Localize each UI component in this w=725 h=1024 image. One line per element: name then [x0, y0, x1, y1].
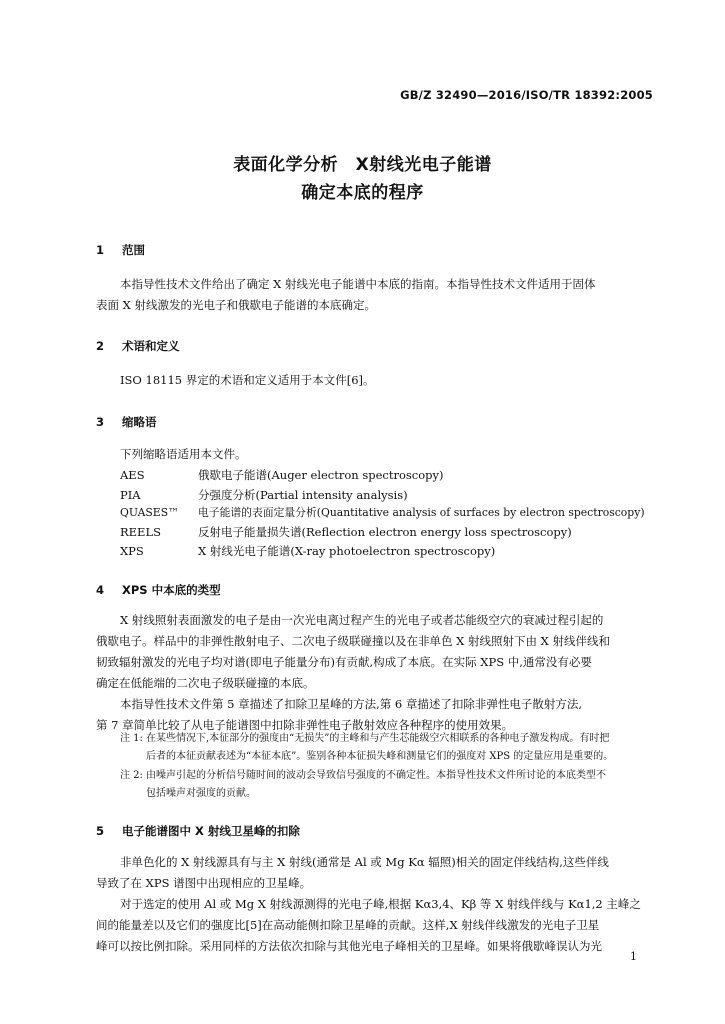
- paragraph-line: 表面 X 射线激发的光电子和俄歇电子能谱的本底确定。: [96, 298, 376, 312]
- note-label: 注 1:: [120, 733, 143, 744]
- section-title: 电子能谱图中 X 射线卫星峰的扣除: [122, 824, 300, 838]
- abbreviation-row: [120, 505, 645, 520]
- abbreviation-row: [120, 467, 444, 483]
- abbreviation-term: PIA: [120, 488, 141, 502]
- abbreviation-row: [120, 487, 408, 503]
- abbreviation-definition: 反射电子能量损失谱(Reflection electron energy loss spectroscopy): [198, 525, 572, 539]
- paragraph-line: 本指导性技术文件第 5 章描述了扣除卫星峰的方法,第 6 章描述了扣除非弹性电子散射方法,: [120, 697, 583, 711]
- section-number: 5: [96, 824, 105, 838]
- document-title-line1: 表面化学分析 X射线光电子能谱: [233, 155, 492, 175]
- section-number: 4: [96, 583, 105, 597]
- note-text: 在某些情况下,本征部分的强度由“无损失”的主峰和与产生芯能级空穴相联系的各种电子激发构成。有时把: [146, 733, 610, 744]
- document-title-line2: 确定本底的程序: [301, 183, 424, 203]
- section-number: 2: [96, 339, 105, 353]
- note-label: 注 2:: [120, 770, 143, 781]
- paragraph-line: 对于选定的使用 Al 或 Mg X 射线源测得的光电子峰,根据 Kα3,4、Kβ 等 X 射线伴线与 Kα1,2 主峰之: [120, 897, 641, 911]
- section-title: 缩略语: [122, 415, 157, 429]
- abbreviation-row: [120, 524, 572, 540]
- paragraph-line: 非单色化的 X 射线源具有与主 X 射线(通常是 Al 或 Mg Kα 辐照)相关的固定伴线结构,这些伴线: [120, 855, 609, 869]
- section-4-body: [96, 610, 656, 736]
- note-2-continuation: 包括噪声对强度的贡献。: [146, 788, 256, 799]
- section-title: XPS 中本底的类型: [122, 583, 221, 597]
- note-text: 由噪声引起的分析信号随时间的波动会导致信号强度的不确定性。本指导性技术文件所讨论的本底类型不: [146, 770, 606, 781]
- abbreviation-row: [120, 543, 495, 559]
- paragraph-line: X 射线照射表面激发的电子是由一次光电离过程产生的光电子或者芯能级空穴的衰减过程引起的: [120, 613, 604, 627]
- paragraph-line: 确定在低能端的二次电子级联碰撞的本底。: [96, 676, 315, 690]
- paragraph-line: ISO 18115 界定的术语和定义适用于本文件[6]。: [120, 373, 375, 387]
- paragraph-line: 导致了在 XPS 谱图中出现相应的卫星峰。: [96, 876, 312, 890]
- abbreviation-term: XPS: [120, 544, 144, 558]
- abbreviation-definition: 俄歇电子能谱(Auger electron spectroscopy): [198, 468, 444, 482]
- abbreviation-definition: 电子能谱的表面定量分析(Quantitative analysis of surfaces by electron spectroscopy): [198, 506, 645, 519]
- note-1-continuation: 后者的本征贡献表述为“本征本底”。鉴别各种本征损失峰和测量它们的强度对 XPS 的定量应用是重要的。: [146, 751, 614, 762]
- abbreviation-definition: X 射线光电子能谱(X-ray photoelectron spectroscopy): [198, 544, 496, 558]
- section-2-heading: [96, 338, 180, 354]
- section-number: 1: [96, 243, 105, 257]
- abbreviation-term: AES: [120, 468, 145, 482]
- paragraph-line: 本指导性技术文件给出了确定 X 射线光电子能谱中本底的指南。本指导性技术文件适用于固体: [120, 277, 596, 291]
- section-2-body: [96, 370, 656, 391]
- section-3-heading: [96, 414, 157, 430]
- section-1-heading: [96, 242, 145, 258]
- paragraph-line: 韧致辐射激发的光电子均对谱(即电子能量分布)有贡献,构成了本底。在实际 XPS 中,通常没有必要: [96, 655, 592, 669]
- paragraph-line: 下列缩略语适用本文件。: [120, 447, 247, 461]
- note-1: [120, 730, 658, 748]
- paragraph-line: 间的能量差以及它们的强度比[5]在高动能侧扣除卫星峰的贡献。这样,X 射线伴线激发的光电子卫星: [96, 918, 600, 932]
- section-title: 范围: [122, 243, 146, 257]
- abbreviation-term: QUASES™: [120, 506, 179, 519]
- paragraph-line: 俄歇电子。样品中的非弹性散射电子、二次电子级联碰撞以及在非单色 X 射线照射下由 X 射线伴线和: [96, 634, 610, 648]
- standard-number: GB/Z 32490—2016/ISO/TR 18392:2005: [400, 88, 653, 102]
- section-1-body: [96, 274, 656, 316]
- section-5-body: [96, 852, 656, 957]
- abbreviation-definition: 分强度分析(Partial intensity analysis): [198, 488, 408, 502]
- paragraph-line: 第 7 章简单比较了从电子能谱图中扣除非弹性电子散射效应各种程序的使用效果。: [96, 718, 514, 732]
- paragraph-line: 峰可以按比例扣除。采用同样的方法依次扣除与其他光电子峰相关的卫星峰。如果将俄歇峰误认为光: [96, 939, 602, 953]
- note-2: [120, 767, 658, 785]
- page-number: 1: [630, 950, 637, 963]
- section-5-heading: [96, 823, 300, 839]
- section-3-intro: [96, 444, 656, 465]
- section-4-heading: [96, 582, 221, 598]
- section-title: 术语和定义: [122, 339, 180, 353]
- section-number: 3: [96, 415, 105, 429]
- abbreviation-term: REELS: [120, 525, 161, 539]
